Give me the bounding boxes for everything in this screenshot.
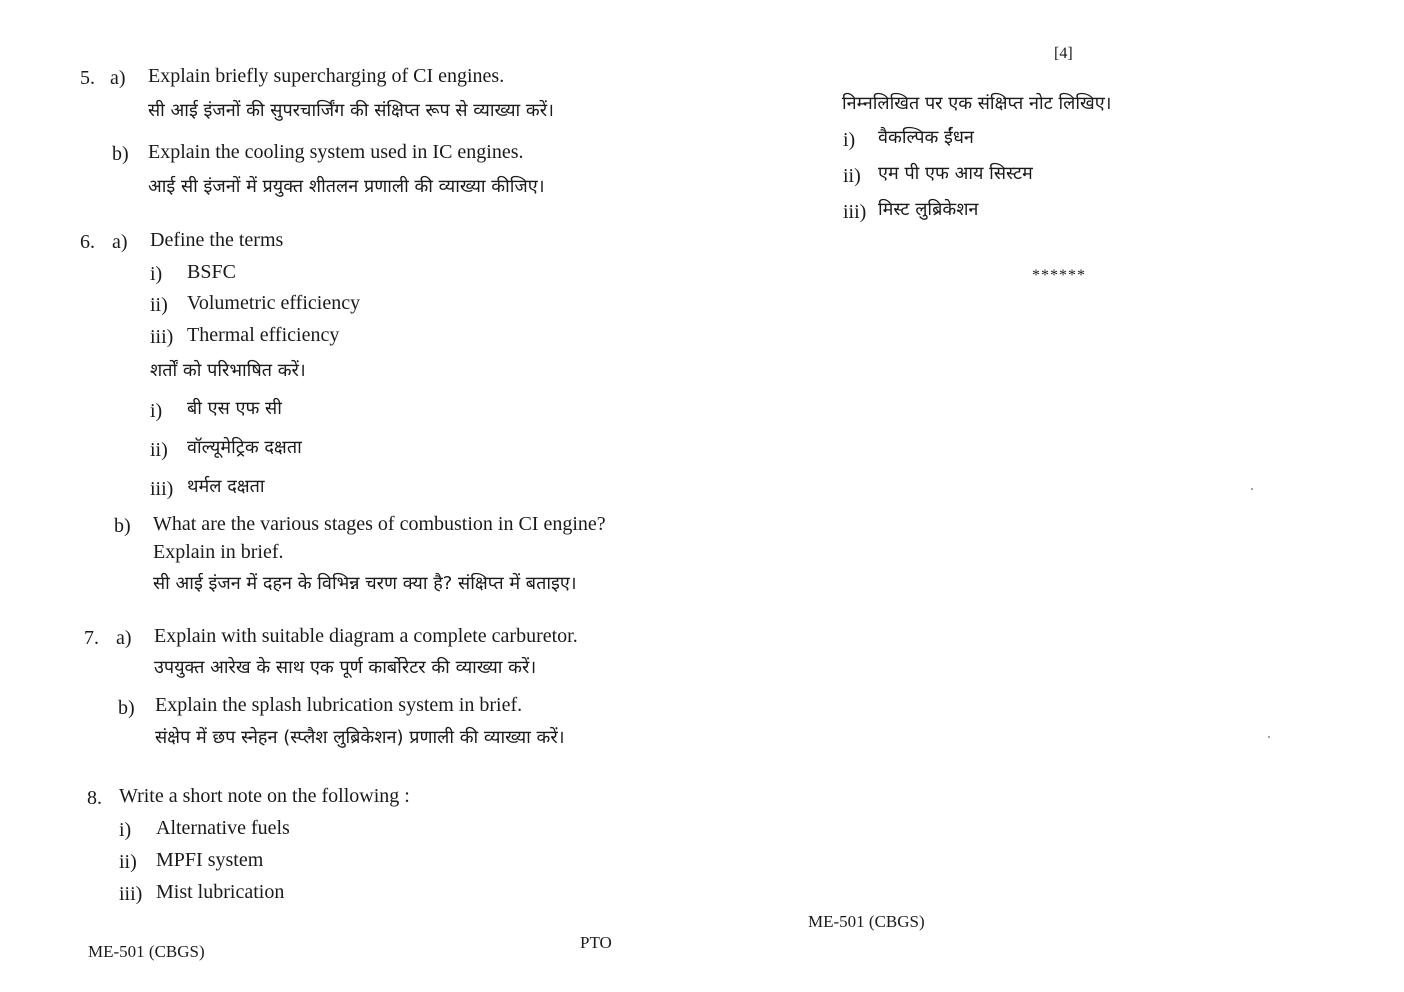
q8-hindi-item-text: वैकल्पिक ईंधन — [878, 127, 974, 148]
q6a-item-label: iii) — [150, 326, 174, 348]
question-number-6: 6. — [80, 231, 95, 253]
q8-item-label: i) — [119, 819, 132, 841]
q8-hindi: निम्नलिखित पर एक संक्षिप्त नोट लिखिए। — [842, 93, 1112, 114]
footer-paper-code: ME-501 (CBGS) — [88, 942, 205, 961]
q6a-hindi-item-text: बी एस एफ सी — [187, 398, 282, 419]
q6a-hindi-item-label: ii) — [150, 439, 168, 461]
q8-item-text: Alternative fuels — [156, 817, 290, 839]
q8-hindi-item-text: एम पी एफ आय सिस्टम — [878, 163, 1033, 184]
q6b-label: b) — [114, 515, 131, 537]
q7b-hindi: संक्षेप में छप स्नेहन (स्प्लैश लुब्रिकेशन) प्रणाली की व्याख्या करें। — [155, 727, 565, 748]
q8-hindi-item-text: मिस्ट लुब्रिकेशन — [878, 199, 979, 220]
q6a-item-label: i) — [150, 263, 163, 285]
q8-english: Write a short note on the following : — [119, 785, 410, 807]
q6a-hindi-item-label: i) — [150, 400, 163, 422]
q6a-item-text: Thermal efficiency — [187, 324, 340, 346]
scan-speck — [1251, 488, 1253, 490]
end-of-paper-marker: ****** — [1032, 267, 1086, 284]
q6b-english-line1: What are the various stages of combustion in CI engine? — [153, 513, 606, 535]
q8-hindi-item-label: iii) — [843, 201, 867, 223]
q7a-english: Explain with suitable diagram a complete carburetor. — [154, 625, 578, 647]
q8-item-text: Mist lubrication — [156, 881, 285, 903]
question-number-7: 7. — [84, 627, 99, 649]
scan-speck — [1268, 736, 1270, 738]
q6a-hindi-item-label: iii) — [150, 478, 174, 500]
q5a-hindi: सी आई इंजनों की सुपरचार्जिंग की संक्षिप्त रूप से व्याख्या करें। — [148, 100, 554, 121]
q6b-english-line2: Explain in brief. — [153, 541, 284, 563]
q6a-label: a) — [112, 231, 128, 253]
q5a-label: a) — [110, 67, 126, 89]
q8-hindi-item-label: ii) — [843, 165, 861, 187]
q7a-label: a) — [116, 627, 132, 649]
q8-item-label: iii) — [119, 883, 143, 905]
pto-marker: PTO — [580, 933, 612, 952]
q6a-english: Define the terms — [150, 229, 284, 251]
q5b-label: b) — [112, 143, 129, 165]
q7b-english: Explain the splash lubrication system in brief. — [155, 694, 523, 716]
q6a-hindi: शर्तों को परिभाषित करें। — [150, 360, 306, 381]
q7b-label: b) — [118, 697, 135, 719]
page-number: [4] — [1054, 45, 1073, 62]
q5b-hindi: आई सी इंजनों में प्रयुक्त शीतलन प्रणाली की व्याख्या कीजिए। — [148, 176, 545, 197]
q6a-item-label: ii) — [150, 294, 168, 316]
q5b-english: Explain the cooling system used in IC engines. — [148, 141, 524, 163]
question-number-8: 8. — [87, 787, 102, 809]
q8-item-text: MPFI system — [156, 849, 264, 871]
q8-item-label: ii) — [119, 851, 137, 873]
q6a-item-text: Volumetric efficiency — [187, 292, 361, 314]
q6a-hindi-item-text: वॉल्यूमेट्रिक दक्षता — [187, 437, 302, 458]
q8-hindi-item-label: i) — [843, 129, 856, 151]
q6a-item-text: BSFC — [187, 261, 236, 283]
footer-paper-code: ME-501 (CBGS) — [808, 912, 925, 931]
question-number-5: 5. — [80, 67, 95, 89]
q6b-hindi: सी आई इंजन में दहन के विभिन्न चरण क्या है? संक्षिप्त में बताइए। — [153, 573, 577, 594]
q7a-hindi: उपयुक्त आरेख के साथ एक पूर्ण कार्बोरेटर की व्याख्या करें। — [154, 657, 537, 678]
q6a-hindi-item-text: थर्मल दक्षता — [187, 476, 265, 497]
q5a-english: Explain briefly supercharging of CI engines. — [148, 65, 505, 87]
